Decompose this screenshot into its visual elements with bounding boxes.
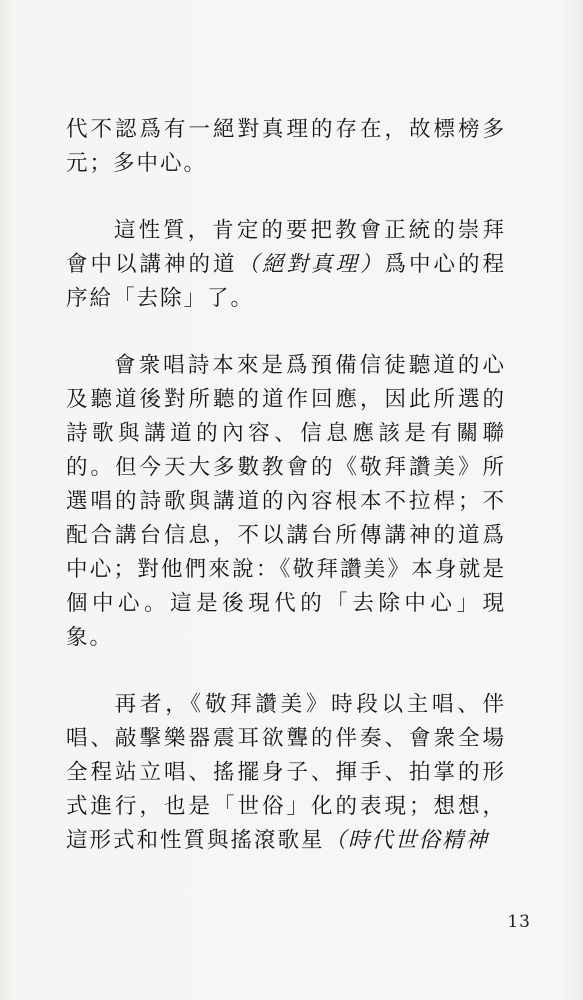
paragraph-2	[66, 214, 506, 316]
paragraph-2-text: 這性質，肯定的要把教會正統的崇拜會中以講神的道	[66, 218, 506, 277]
body-text	[66, 113, 506, 858]
paragraph-4	[66, 688, 506, 858]
paragraph-4-text: 再者，《敬拜讚美》時段以主唱、伴唱、敲擊樂器震耳欲聾的伴奏、會衆全場全程站立唱、搖擺身子、揮手、拍掌的形式進行，也是「世俗」化的表現；想想，這形式和性質與搖滾歌星	[66, 692, 506, 853]
paragraph-1	[66, 113, 506, 181]
paragraph-3-text: 會衆唱詩本來是爲預備信徒聽道的心及聽道後對所聽的道作回應，因此所選的詩歌與講道的內容、信息應該是有關聯的。但今天大多數教會的《敬拜讚美》所選唱的詩歌與講道的內容根本不拉桿；不配合講台信息，不以講台所傳講神的道爲中心；對他們來說：《敬拜讚美》本身就是個中心。這是後現代的「去除中心」現象。	[66, 353, 506, 650]
paragraph-2-emphasis: （絕對真理）	[237, 252, 385, 277]
paragraph-2-text-end: 爲中心的程序給「去除」了。	[66, 252, 506, 311]
paragraph-4-emphasis: （時代世俗精神	[324, 828, 490, 853]
paragraph-3	[66, 349, 506, 655]
page-number: 13	[507, 912, 531, 932]
paragraph-1-text: 代不認爲有一絕對真理的存在，故標榜多元；多中心。	[66, 117, 506, 176]
